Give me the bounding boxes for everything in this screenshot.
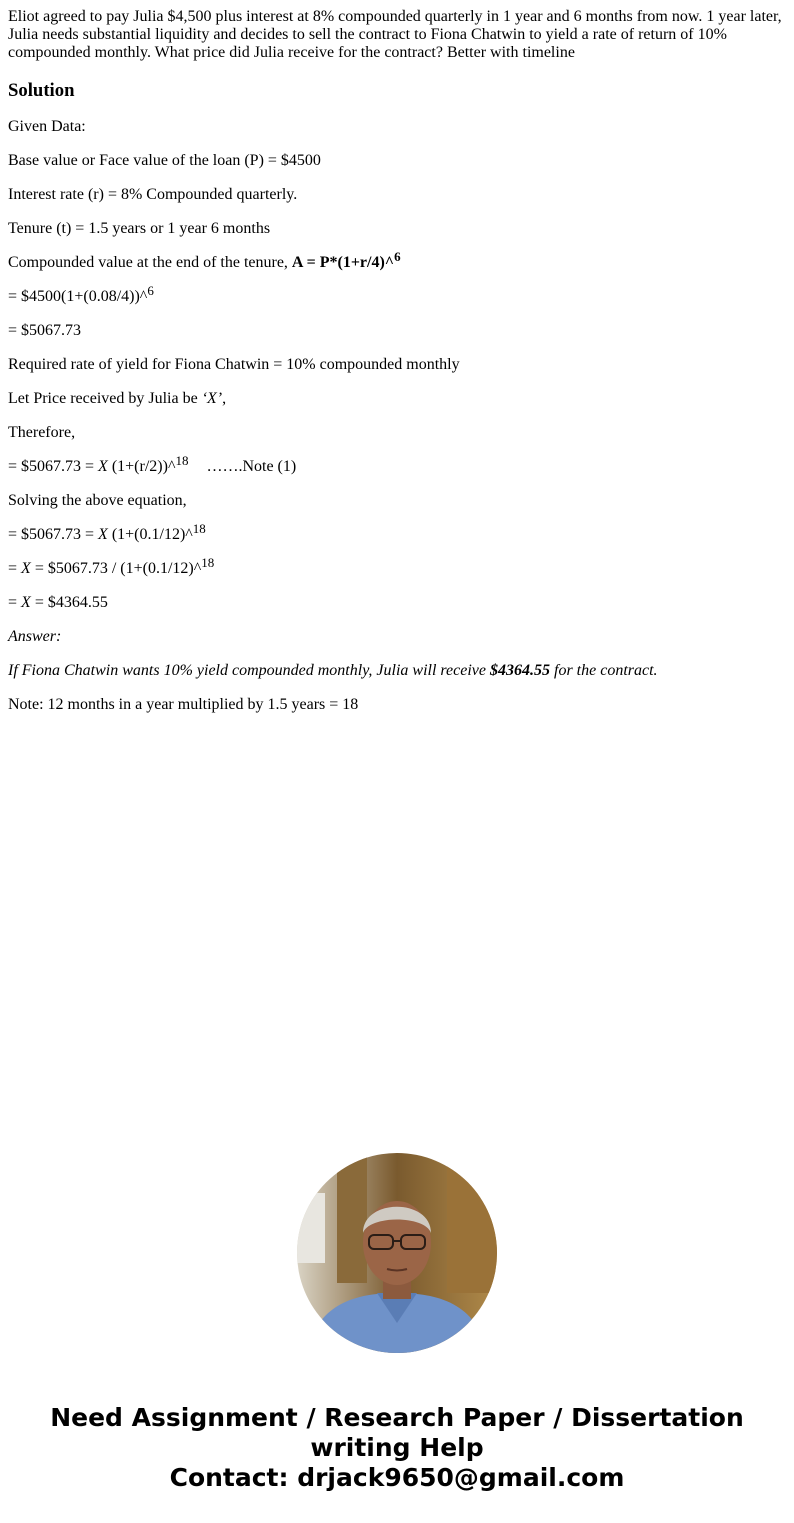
answer-label-text: Answer: <box>8 628 62 645</box>
compounded-prefix: Compounded value at the end of the tenure, <box>8 254 292 271</box>
solution-body <box>8 118 786 714</box>
interest-rate-line: Interest rate (r) = 8% Compounded quarterly. <box>8 186 298 203</box>
equation3-exponent: 18 <box>201 555 215 570</box>
equation1-exponent: 18 <box>175 453 189 468</box>
promo-contact: Contact: drjack9650@gmail.com <box>169 1463 625 1492</box>
answer-label <box>8 628 786 646</box>
compounded-formula: A = P*(1+r/4)^ <box>291 254 395 271</box>
answer-value: $4364.55 <box>490 662 550 679</box>
equation1-body: (1+(r/2))^ <box>107 458 176 475</box>
equation3-body: = $5067.73 / (1+(0.1/12)^ <box>30 560 202 577</box>
equation2-variable: X <box>98 526 108 543</box>
therefore-line: Therefore, <box>8 424 76 441</box>
equation4-variable: X <box>21 594 31 611</box>
promo-banner <box>0 1403 794 1493</box>
step1-exponent: 6 <box>147 283 154 298</box>
equation2-exponent: 18 <box>192 521 206 536</box>
answer-line <box>8 662 786 680</box>
answer-suffix: for the contract. <box>550 662 658 679</box>
solution-heading: Solution <box>8 80 75 101</box>
let-price-suffix: , <box>222 390 227 407</box>
document-content <box>8 8 786 714</box>
equation4-line <box>8 594 786 612</box>
equation2-line <box>8 521 786 544</box>
equation1-line <box>8 453 786 476</box>
equation3-line <box>8 555 786 578</box>
question-text: Eliot agreed to pay Julia $4,500 plus interest at 8% compounded quarterly in 1 year and 6 months from now. 1 year later, Julia needs substantial liquidity and decides to sell the contract to Fiona Chatwin to yield a rate of return of 10% compounded monthly. What price did Julia receive for the contract? Better with timeline <box>8 8 782 61</box>
step2-line: = $5067.73 <box>8 322 82 339</box>
base-value-line: Base value or Face value of the loan (P) = $4500 <box>8 152 321 169</box>
tutor-avatar <box>297 1153 497 1353</box>
equation2-body: (1+(0.1/12)^ <box>107 526 193 543</box>
equation2-prefix: = $5067.73 = <box>8 526 99 543</box>
step1-line <box>8 283 786 306</box>
promo-line-1: Need Assignment / Research Paper / Dissertation <box>50 1403 744 1432</box>
tenure-line: Tenure (t) = 1.5 years or 1 year 6 months <box>8 220 271 237</box>
equation1-prefix: = $5067.73 = <box>8 458 99 475</box>
compounded-value-line <box>8 249 786 272</box>
equation4-prefix: = <box>8 594 22 611</box>
equation1-variable: X <box>98 458 108 475</box>
equation1-note: …….Note (1) <box>206 458 297 475</box>
equation3-prefix: = <box>8 560 22 577</box>
answer-prefix: If Fiona Chatwin wants 10% yield compounded monthly, Julia will receive <box>8 662 490 679</box>
step1-base: = $4500(1+(0.08/4))^ <box>8 288 148 305</box>
equation3-variable: X <box>21 560 31 577</box>
given-data-label: Given Data: <box>8 118 86 135</box>
required-rate-line: Required rate of yield for Fiona Chatwin = 10% compounded monthly <box>8 356 460 373</box>
promo-line-2: writing Help <box>310 1433 484 1462</box>
compounded-exponent: 6 <box>394 249 401 264</box>
solving-line: Solving the above equation, <box>8 492 187 509</box>
equation4-body: = $4364.55 <box>30 594 108 611</box>
note-line: Note: 12 months in a year multiplied by 1.5 years = 18 <box>8 696 359 713</box>
let-price-line <box>8 390 786 408</box>
let-price-variable: ‘X’ <box>201 390 223 407</box>
let-price-prefix: Let Price received by Julia be <box>8 390 202 407</box>
tutor-photo-icon <box>297 1153 497 1353</box>
